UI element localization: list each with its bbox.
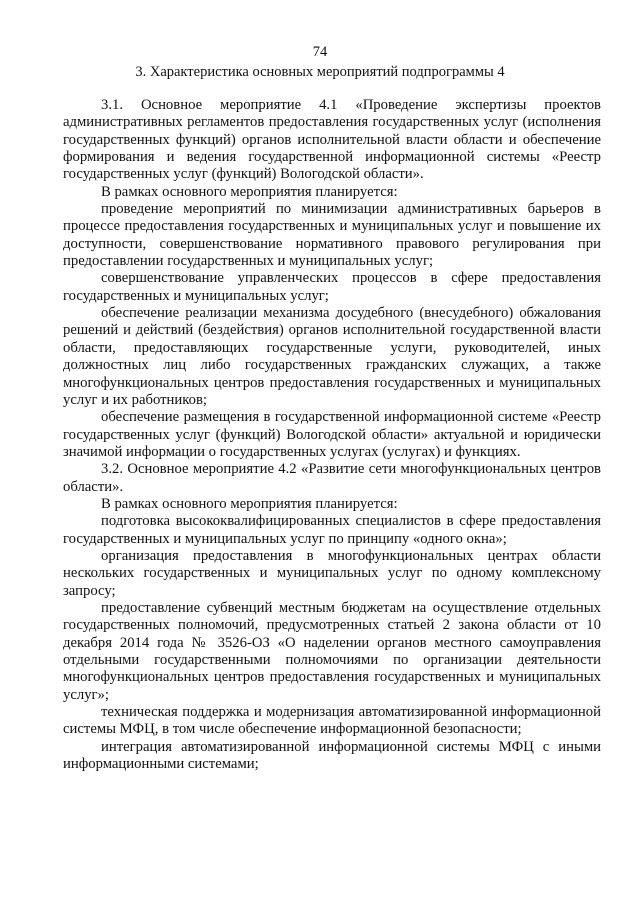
paragraph-training: подготовка высококвалифицированных специалистов в сфере предоставления государственных и муниципальных услуг по принципу «одного окна»; — [63, 513, 601, 547]
paragraph-tech-support: техническая поддержка и модернизация автоматизированной информационной системы МФЦ, в том числе обеспечение информационной безопасности; — [63, 704, 601, 738]
paragraph-planned-intro-1: В рамках основного мероприятия планируется: — [101, 183, 398, 200]
paragraph-planned-intro-2: В рамках основного мероприятия планируется: — [101, 495, 398, 512]
paragraph-barriers: проведение мероприятий по минимизации административных барьеров в процессе предоставления государственных и муниципальных услуг и повышение их доступности, совершенствование нормативного правового регулирования при предоставлении государственных и муниципальных услуг; — [63, 201, 601, 270]
paragraph-registry: обеспечение размещения в государственной информационной системе «Реестр государственных услуг (функций) Вологодской области» актуальной и юридически значимой информации о государственных услугах (услугах) и функциях. — [63, 409, 601, 460]
section-heading: 3. Характеристика основных мероприятий подпрограммы 4 — [135, 64, 505, 80]
paragraph-3-2: 3.2. Основное мероприятие 4.2 «Развитие сети многофункциональных центров области». — [63, 461, 601, 495]
paragraph-management: совершенствование управленческих процессов в сфере предоставления государственных и муниципальных услуг; — [63, 270, 601, 304]
paragraph-3-1: 3.1. Основное мероприятие 4.1 «Проведение экспертизы проектов административных регламентов предоставления государственных услуг (исполнения государственных функций) органов исполнительной власти области и обеспечение формирования и ведения государственной информационной системы «Реестр государственных услуг (функций) Вологодской области». — [63, 97, 601, 183]
paragraph-appeals: обеспечение реализации механизма досудебного (внесудебного) обжалования решений и действий (бездействия) органов исполнительной государственной власти области, предоставляющих государственные услуги, руководителей, иных должностных лиц либо государственных гражданских служащих, а также многофункциональных центров предоставления государственных и муниципальных услуг и их работников; — [63, 305, 601, 408]
paragraph-subventions: предоставление субвенций местным бюджетам на осуществление отдельных государственных полномочий, предусмотренных статьей 2 закона области от 10 декабря 2014 года № 3526-ОЗ «О наделении органов местного самоуправления отдельными государственными полномочиями по организации деятельности многофункциональных центров предоставления государственных и муниципальных услуг»; — [63, 599, 601, 703]
page-number: 74 — [312, 44, 328, 60]
paragraph-integration: интеграция автоматизированной информационной системы МФЦ с иными информационными системами; — [63, 738, 601, 773]
paragraph-complex-request: организация предоставления в многофункциональных центрах области нескольких государственных и муниципальных услуг по одному комплексному запросу; — [63, 547, 601, 599]
document-body — [63, 97, 601, 773]
